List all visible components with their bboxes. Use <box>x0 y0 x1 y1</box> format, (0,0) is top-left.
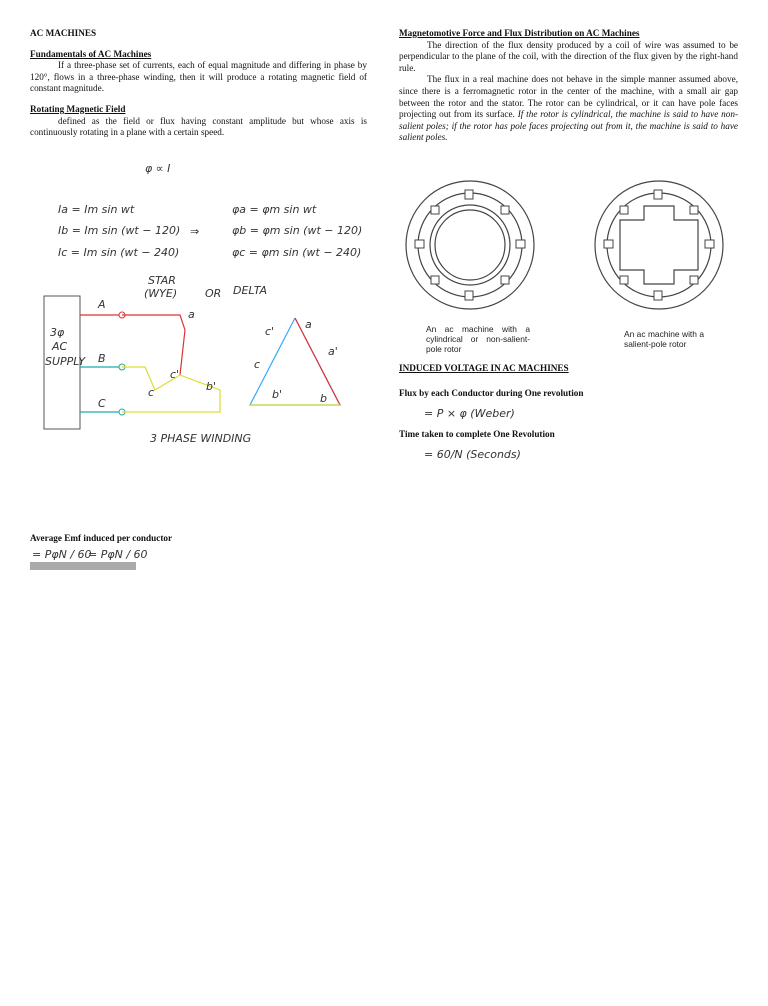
right-column <box>399 28 738 144</box>
cylindrical-caption: An ac machine with a cylindrical or non-salient-pole rotor <box>426 324 530 354</box>
current-b-eq: Ib = Im sin (wt − 120) <box>58 224 181 237</box>
induced-voltage-section <box>399 363 569 373</box>
delta-terminal-b2: b' <box>272 388 283 401</box>
mmf-heading: Magnetomotive Force and Flux Distribution on AC Machines <box>399 28 640 38</box>
supply-label-3: SUPPLY <box>45 355 86 368</box>
star-terminal-a: a <box>188 308 195 321</box>
flux-section <box>399 388 583 398</box>
winding-caption: 3 PHASE WINDING <box>150 432 252 445</box>
time-section <box>399 429 555 439</box>
salient-rotor-diagram <box>592 178 732 318</box>
delta-terminal-c: c <box>254 358 261 371</box>
supply-label-2: AC <box>52 340 68 353</box>
fundamentals-heading: Fundamentals of AC Machines <box>30 48 152 59</box>
avg-emf-equation <box>30 544 148 570</box>
proportional-note: φ ∝ I <box>145 162 171 175</box>
three-phase-sketch <box>30 150 370 450</box>
delta-terminal-a2: a' <box>328 345 338 358</box>
star-label: STAR <box>148 274 176 287</box>
star-coil-a <box>122 315 185 375</box>
line-c-label: C <box>98 397 106 410</box>
star-terminal-c: c <box>148 386 155 399</box>
star-terminal-c2: c' <box>170 368 180 381</box>
star-terminal-b2: b' <box>206 380 217 393</box>
mmf-paragraph-2 <box>399 74 738 144</box>
current-c-eq: Ic = Im sin (wt − 240) <box>58 246 180 259</box>
time-heading: Time taken to complete One Revolution <box>399 429 555 439</box>
or-label: OR <box>205 287 222 300</box>
mmf-paragraph-1: The direction of the flux density produced by a coil of wire was assumed to be perpendicular to the plane of the coil, with the direction of the flux given by the right-hand rule. <box>399 39 738 73</box>
flux-b-eq: φb = φm sin (wt − 120) <box>232 224 363 237</box>
emf-eq-2: = PφN / 60 <box>88 548 148 561</box>
implies-arrow: ⇒ <box>190 225 200 238</box>
mmf-p2-text: The flux in a real machine does not behave in the simple manner assumed above, since there is a ferromagnetic rotor in the center of the machine, with a small air gap between the rotor and the stator. The rotor can be cylindrical, or it can have pole faces projecting out from its surface. <box>399 74 738 120</box>
delta-terminal-b: b <box>320 392 327 405</box>
line-a-label: A <box>98 298 106 311</box>
delta-terminal-a: a <box>305 318 312 331</box>
cylindrical-rotor-diagram <box>403 178 543 318</box>
delta-label: DELTA <box>233 284 268 297</box>
scan-strip <box>30 562 136 570</box>
time-equation <box>420 441 540 467</box>
time-eq-text: = 60/N (Seconds) <box>424 448 521 461</box>
current-a-eq: Ia = Im sin wt <box>58 203 135 216</box>
line-b-label: B <box>98 352 106 365</box>
doc-title: AC MACHINES <box>30 28 97 38</box>
flux-equation <box>420 400 540 426</box>
flux-heading: Flux by each Conductor during One revolution <box>399 388 584 398</box>
left-column <box>30 28 367 139</box>
flux-a-eq: φa = φm sin wt <box>232 203 317 216</box>
avg-emf-section <box>30 533 172 543</box>
flux-c-eq: φc = φm sin (wt − 240) <box>232 246 362 259</box>
delta-terminal-c2: c' <box>265 325 275 338</box>
mmf-p2-italic: If the rotor is cylindrical, the machine is said to have non-salient poles; if the rotor has pole faces projecting out from it, the machine is said to have salient poles. <box>399 109 738 143</box>
rmf-text: defined as the field or flux having constant amplitude but whose axis is continuously rotating in a plane with a certain speed. <box>30 115 367 138</box>
rmf-heading: Rotating Magnetic Field <box>30 103 126 114</box>
supply-label-1: 3φ <box>50 326 65 339</box>
induced-heading: INDUCED VOLTAGE IN AC MACHINES <box>399 363 569 373</box>
avg-emf-heading: Average Emf induced per conductor <box>30 533 173 543</box>
wye-label: (WYE) <box>144 287 178 300</box>
fundamentals-text: If a three-phase set of currents, each of equal magnitude and differing in phase by 120°, flows in a three-phase winding, then it will produce a rotating magnetic field of constant magnitude. <box>30 60 367 94</box>
emf-eq-1: = PφN / 60 <box>32 548 92 561</box>
salient-caption: An ac machine with a salient-pole rotor <box>624 329 704 349</box>
flux-eq-text: = P × φ (Weber) <box>424 407 515 420</box>
